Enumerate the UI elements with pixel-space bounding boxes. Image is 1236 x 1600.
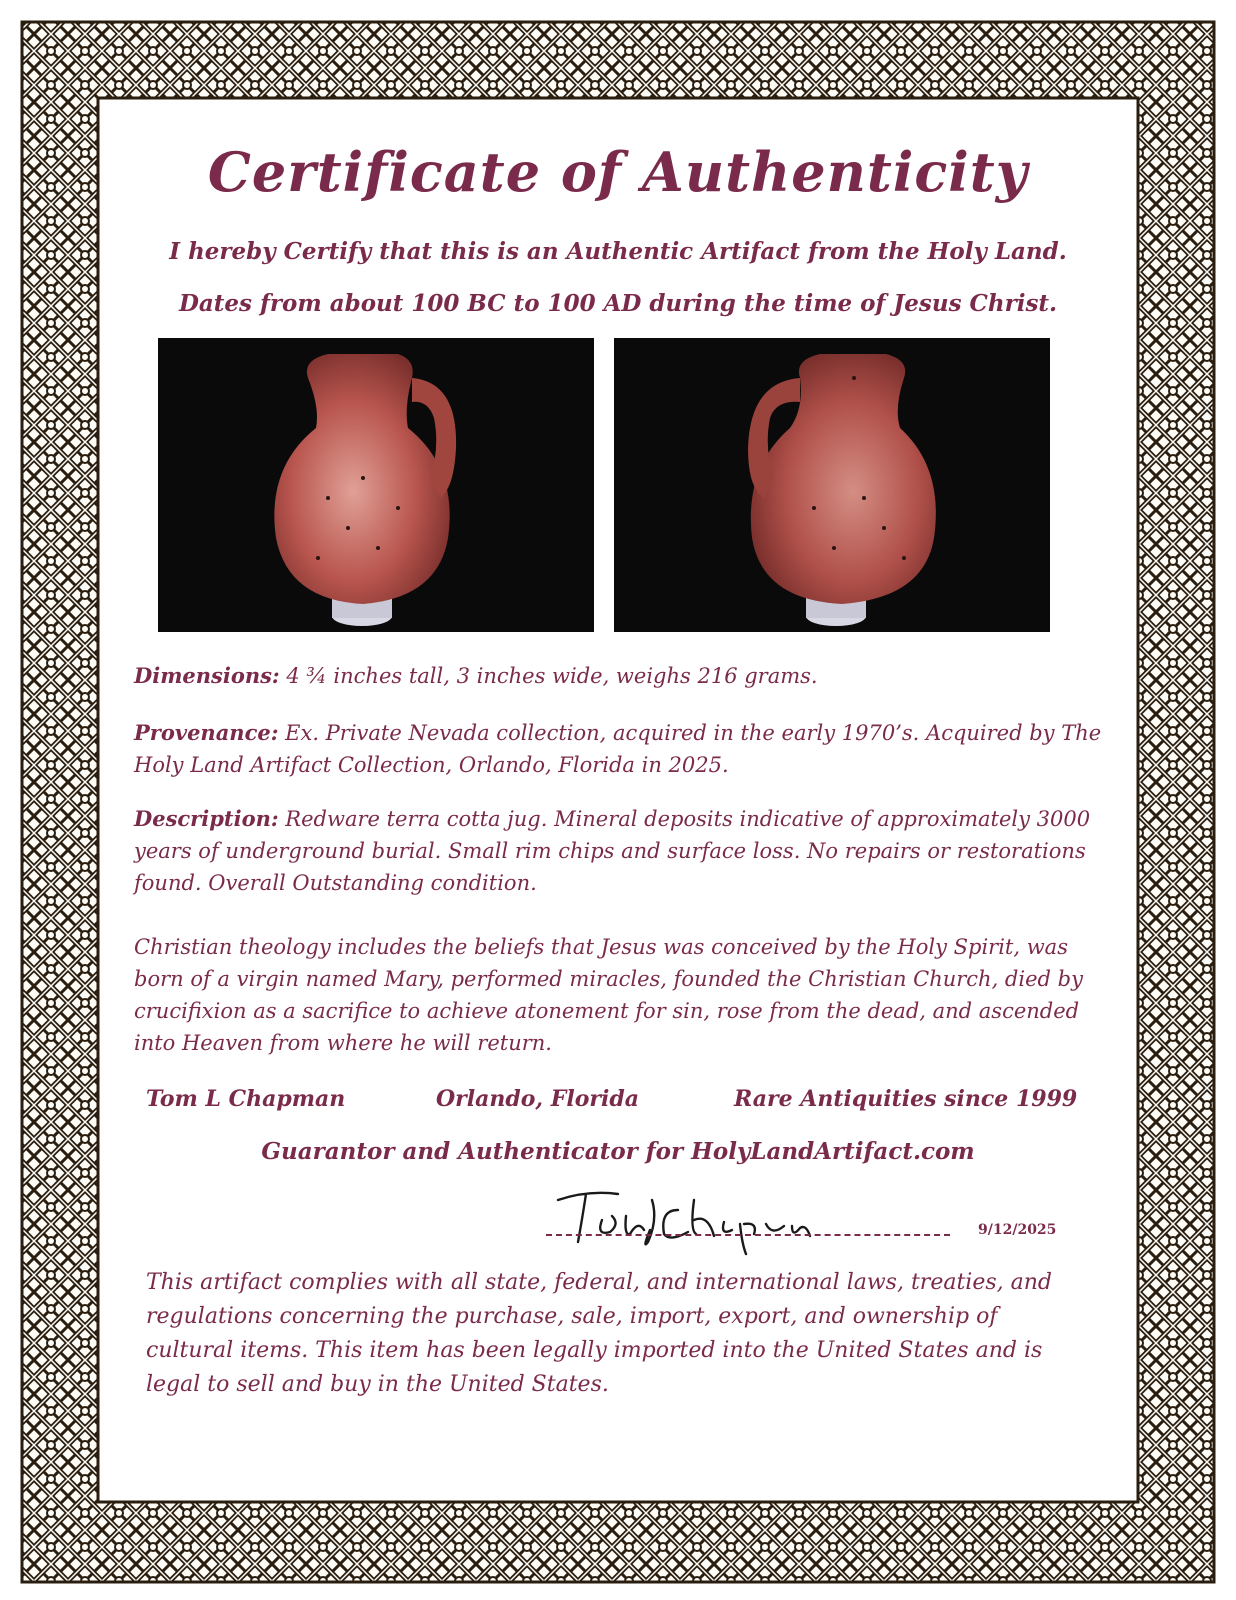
provenance-text: Ex. Private Nevada collection, acquired in the early 1970’s. Acquired by The Holy Land Artifact Collection, Orlando, Florida in 2025. [134, 721, 1102, 777]
date-statement: Dates from about 100 BC to 100 AD during the time of Jesus Christ. [178, 290, 1058, 317]
signature-date: 9/12/2025 [978, 1222, 1057, 1238]
signature-line [546, 1234, 950, 1236]
theology-paragraph: Christian theology includes the beliefs that Jesus was conceived by the Holy Spirit, was born of a virgin named Mary, performed miracles, founded the Christian Church, died by crucifixion as a sacrifice to achieve atonement for sin, rose from the dead, and ascended into Heaven from where he will return. [134, 935, 1083, 1055]
certificate-title: Certificate of Authenticity [207, 140, 1029, 204]
artifact-photo-back [614, 338, 1050, 632]
provenance-label: Provenance: [134, 720, 279, 745]
guarantor-line: Guarantor and Authenticator for HolyLandArtifact.com [261, 1138, 975, 1165]
signer-location: Orlando, Florida [436, 1086, 639, 1112]
dimensions-text: 4 ¾ inches tall, 3 inches wide, weighs 216 grams. [279, 664, 818, 688]
artifact-photo-front [158, 338, 594, 632]
provenance-paragraph [134, 717, 1102, 781]
description-label: Description: [134, 806, 279, 831]
legal-compliance-paragraph: This artifact complies with all state, federal, and international laws, treaties, and regulations concerning the purchase, sale, import, export, and ownership of cultural items. This item has been legally imported into the United States and is legal to sell and buy in the United States. [146, 1270, 1052, 1397]
certify-statement: I hereby Certify that this is an Authentic Artifact from the Holy Land. [169, 238, 1067, 265]
dimensions-label: Dimensions: [134, 663, 280, 688]
signer-name: Tom L Chapman [146, 1086, 346, 1112]
dimensions-paragraph [134, 660, 1102, 692]
description-text: Redware terra cotta jug. Mineral deposits indicative of approximately 3000 years of underground burial. Small rim chips and surface loss. No repairs or restorations found. Overall Outstanding condition. [134, 807, 1091, 895]
handwritten-signature [548, 1180, 848, 1260]
signer-since: Rare Antiquities since 1999 [734, 1086, 1078, 1112]
description-paragraph [134, 803, 1102, 899]
